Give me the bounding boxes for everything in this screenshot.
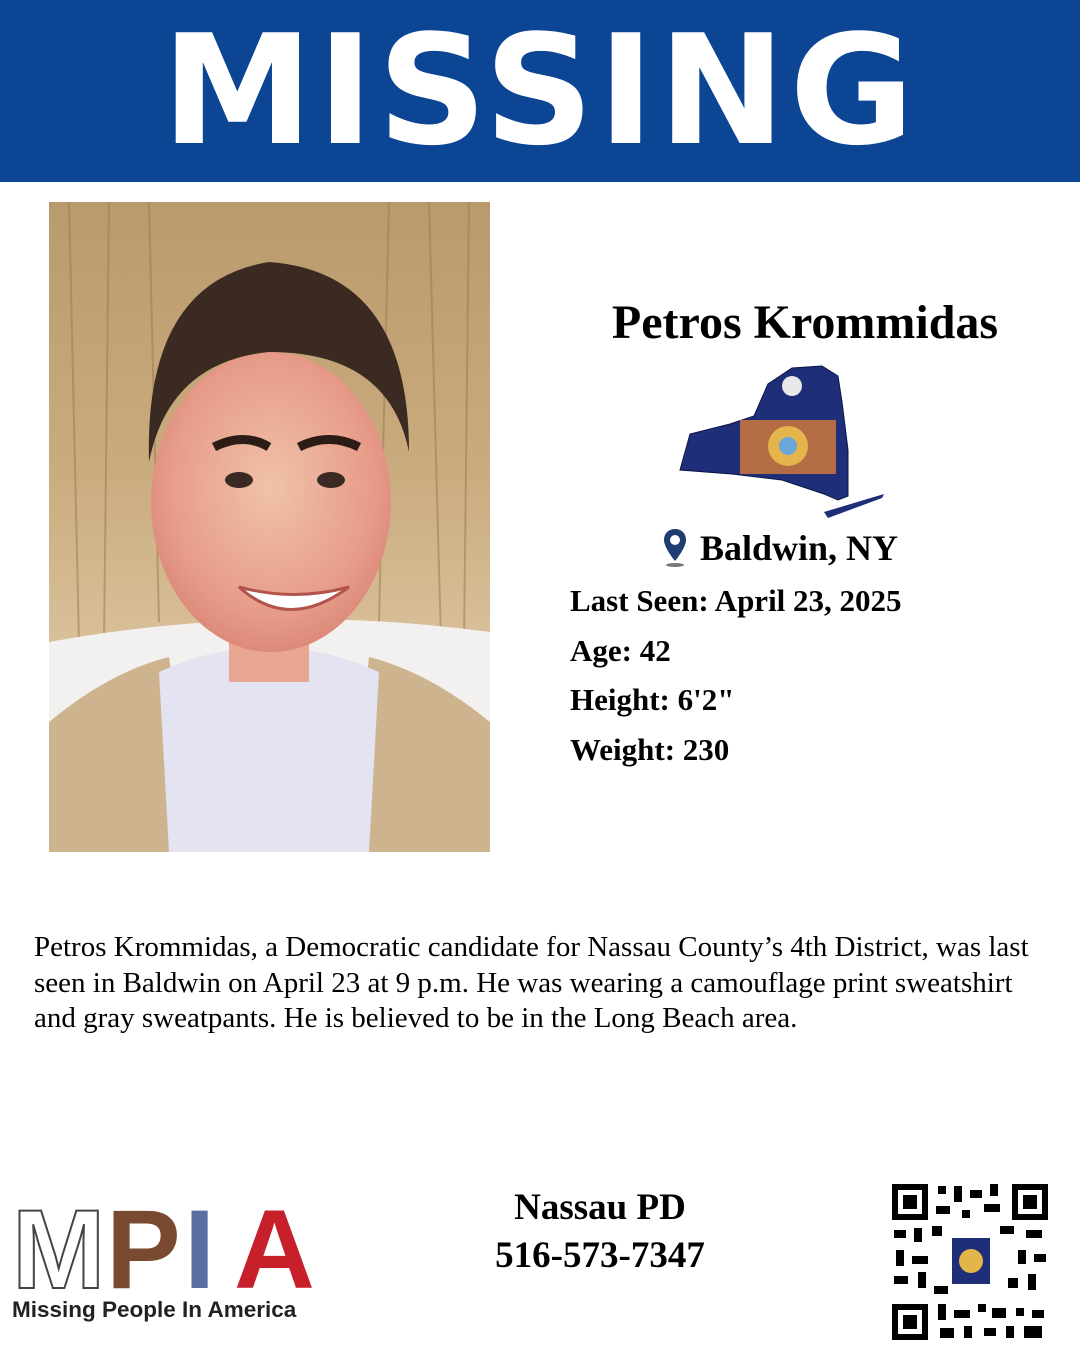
person-name: Petros Krommidas xyxy=(611,296,999,349)
contact-info xyxy=(450,1184,750,1280)
qr-code xyxy=(888,1180,1052,1344)
missing-banner xyxy=(0,0,1080,182)
contact-phone: 516-573-7347 xyxy=(495,1235,705,1276)
missing-person-photo xyxy=(49,202,490,852)
contact-agency: Nassau PD xyxy=(514,1187,686,1228)
map-pin-icon xyxy=(662,527,688,567)
svg-text:A: A xyxy=(234,1190,315,1312)
age: Age: 42 xyxy=(570,632,671,668)
last-known-location xyxy=(640,525,960,573)
svg-text:I: I xyxy=(184,1190,216,1312)
location-text: Baldwin, NY xyxy=(700,528,899,568)
mpia-tagline: Missing People In America xyxy=(12,1297,297,1322)
new-york-state-map xyxy=(672,362,892,528)
weight: Weight: 230 xyxy=(570,731,730,767)
svg-text:P: P xyxy=(106,1190,181,1312)
svg-text:M: M xyxy=(12,1190,106,1312)
banner-title: MISSING xyxy=(161,2,919,179)
person-details xyxy=(570,580,1050,778)
last-seen-date: Last Seen: April 23, 2025 xyxy=(570,583,902,618)
case-description: Petros Krommidas, a Democratic candidate for Nassau County’s 4th District, was last seen in Baldwin on April 23 at 9 p.m. He was wearing a camouflage print sweatshirt and gray sweatpants. He is believed to be in the Long Beach area. xyxy=(34,931,1029,1034)
height: Height: 6'2" xyxy=(570,682,735,717)
